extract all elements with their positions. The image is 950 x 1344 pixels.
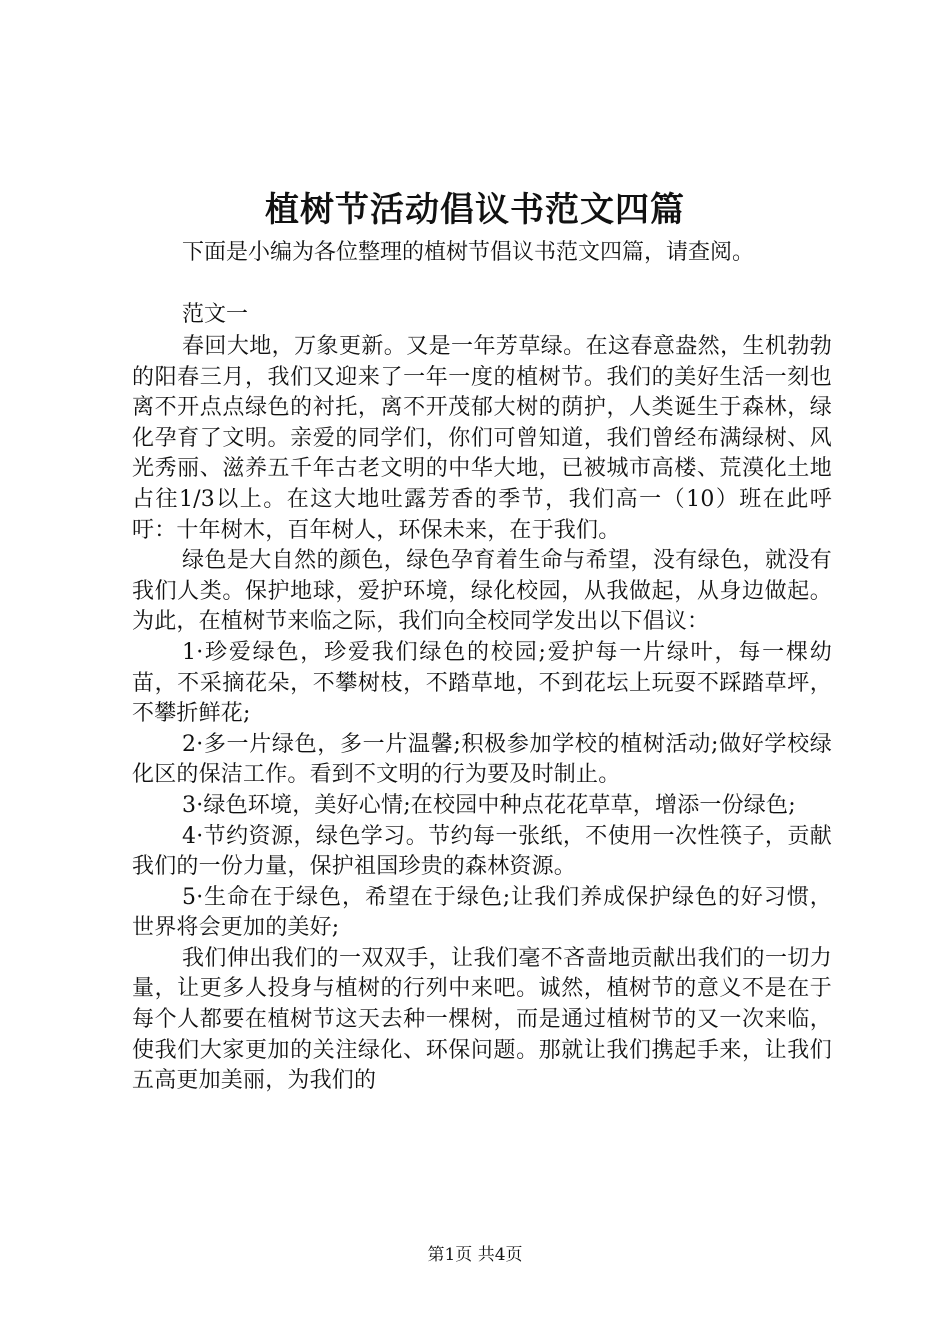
body-paragraph: 春回大地，万象更新。又是一年芳草绿。在这春意盎然，生机勃勃的阳春三月，我们又迎来了一年一度的植树节。我们的美好生活一刻也离不开点点绿色的衬托，离不开茂郁大树的荫护，人类诞生于森林，绿化孕育了文明。亲爱的同学们，你们可曾知道，我们曾经布满绿树、风光秀丽、滋养五千年古老文明的中华大地，已被城市高楼、荒漠化土地占往1/3以上。在这大地吐露芳香的季节，我们高一（10）班在此呼吁：十年树木，百年树人，环保未来，在于我们。	[132, 334, 832, 543]
proposal-item: 5·生命在于绿色，希望在于绿色;让我们养成保护绿色的好习惯，世界将会更加的美好;	[132, 884, 832, 941]
section-heading: 范文一	[182, 302, 249, 327]
body-paragraph: 绿色是大自然的颜色，绿色孕育着生命与希望，没有绿色，就没有我们人类。保护地球，爱护环境，绿化校园，从我做起，从身边做起。为此，在植树节来临之际，我们向全校同学发出以下倡议：	[132, 548, 832, 635]
document-body	[132, 332, 832, 1097]
intro-paragraph: 下面是小编为各位整理的植树节倡议书范文四篇，请查阅。	[182, 240, 755, 265]
page-number-footer: 第1页 共4页	[427, 1245, 523, 1265]
body-paragraph: 我们伸出我们的一双双手，让我们毫不吝啬地贡献出我们的一切力量，让更多人投身与植树的行列中来吧。诚然，植树节的意义不是在于每个人都要在植树节这天去种一棵树，而是通过植树节的又一次来临，使我们大家更加的关注绿化、环保问题。那就让我们携起手来，让我们五高更加美丽，为我们的	[132, 945, 832, 1094]
document-title: 植树节活动倡议书范文四篇	[265, 190, 685, 230]
proposal-item: 1·珍爱绿色，珍爱我们绿色的校园;爱护每一片绿叶，每一棵幼苗，不采摘花朵，不攀树枝，不踏草地，不到花坛上玩耍不踩踏草坪，不攀折鲜花;	[132, 639, 832, 727]
proposal-item: 3·绿色环境，美好心情;在校园中种点花花草草，增添一份绿色;	[182, 792, 796, 818]
proposal-item: 2·多一片绿色，多一片温馨;积极参加学校的植树活动;做好学校绿化区的保洁工作。看到不文明的行为要及时制止。	[132, 731, 832, 788]
proposal-item: 4·节约资源，绿色学习。节约每一张纸，不使用一次性筷子，贡献我们的一份力量，保护祖国珍贵的森林资源。	[132, 823, 832, 880]
